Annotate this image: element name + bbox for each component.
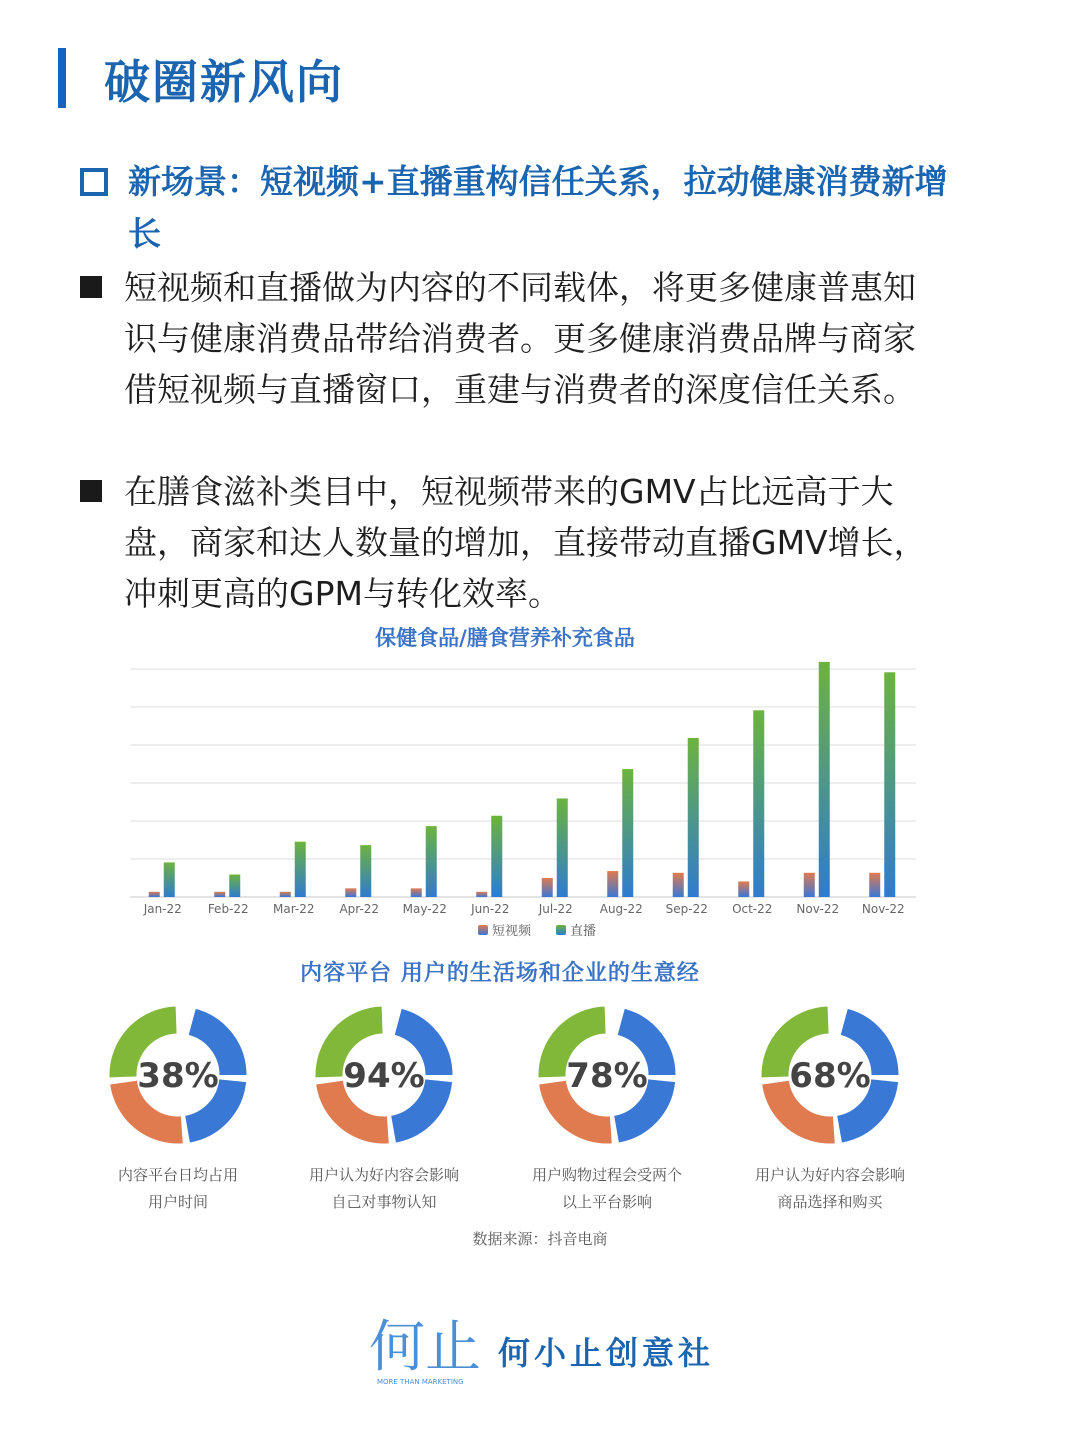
chart-title: 保健食品/膳食营养补充食品 xyxy=(375,626,635,650)
bullet-text-2: 在膳食滋补类目中，短视频带来的GMV占比远高于大盘，商家和达人数量的增加，直接带动直播GMV增长，冲刺更高的GPM与转化效率。 xyxy=(124,472,927,613)
x-tick-label: Apr-22 xyxy=(339,902,380,916)
bar-live xyxy=(819,662,830,897)
x-tick-label: Jun-22 xyxy=(471,902,510,916)
x-tick-label: Oct-22 xyxy=(732,902,773,916)
bar-short-video xyxy=(673,873,684,897)
bar-live xyxy=(426,826,437,897)
donut-section-title: 内容平台 用户的生活场和企业的生意经 xyxy=(300,961,700,986)
donut-value: 68% xyxy=(789,1056,871,1096)
bar-short-video xyxy=(738,881,749,897)
legend-label: 短视频 xyxy=(492,924,532,939)
subheading xyxy=(80,156,950,260)
donut-label-line: 用户时间 xyxy=(147,1193,208,1211)
donut-label xyxy=(507,1162,707,1216)
donut-chart-3 xyxy=(507,1000,707,1216)
bar-short-video xyxy=(149,892,160,897)
donut-value: 38% xyxy=(137,1056,219,1096)
donut-chart-1 xyxy=(78,1000,278,1216)
x-tick-label: Aug-22 xyxy=(599,902,643,916)
donut-label xyxy=(284,1162,484,1216)
x-tick-label: May-22 xyxy=(402,902,447,916)
subheading-text: 新场景：短视频+直播重构信任关系，拉动健康消费新增长 xyxy=(128,162,948,253)
bar-live xyxy=(164,862,175,897)
x-tick-label: Feb-22 xyxy=(207,902,249,916)
x-tick-label: Jan-22 xyxy=(143,902,182,916)
bar-live xyxy=(360,845,371,897)
bullet-item-2 xyxy=(80,466,950,619)
bar-short-video xyxy=(804,873,815,897)
donut-graphic xyxy=(532,1000,682,1150)
bar-live xyxy=(229,875,240,897)
bar-live xyxy=(557,798,568,897)
bar-short-video xyxy=(542,878,553,897)
donut-label-line: 用户认为好内容会影响 xyxy=(308,1166,459,1184)
logo-text: 何止 xyxy=(369,1315,481,1380)
donut-label-line: 用户购物过程会受两个 xyxy=(531,1166,682,1184)
donut-label-line: 内容平台日均占用 xyxy=(117,1166,238,1184)
bar-live xyxy=(753,710,764,897)
brand-name: 何小止创意社 xyxy=(498,1334,715,1372)
bar-short-video xyxy=(411,888,422,897)
bar-live xyxy=(622,769,633,897)
bar-short-video xyxy=(869,873,880,897)
bar-live xyxy=(688,738,699,897)
bar-live xyxy=(884,672,895,897)
donut-value: 78% xyxy=(566,1056,648,1096)
logo-tagline: MORE THAN MARKETING xyxy=(377,1378,464,1386)
page-title: 破圈新风向 xyxy=(104,55,344,109)
square-bullet-icon xyxy=(80,480,102,502)
donut-graphic xyxy=(755,1000,905,1150)
donut-value: 94% xyxy=(343,1056,425,1096)
legend-swatch xyxy=(478,925,488,935)
bar-live xyxy=(491,816,502,897)
donut-chart-2 xyxy=(284,1000,484,1216)
donut-label-line: 用户认为好内容会影响 xyxy=(754,1166,905,1184)
bar-live xyxy=(295,842,306,897)
title-accent-bar xyxy=(58,48,66,108)
x-tick-label: Jul-22 xyxy=(538,902,573,916)
bar-short-video xyxy=(345,888,356,897)
donut-label xyxy=(78,1162,278,1216)
donut-label-line: 以上平台影响 xyxy=(561,1193,652,1211)
bar-short-video xyxy=(214,892,225,897)
bar-short-video xyxy=(476,892,487,897)
donut-label xyxy=(730,1162,930,1216)
square-bullet-icon xyxy=(80,276,102,298)
hollow-square-bullet-icon xyxy=(80,168,108,196)
brand-logo xyxy=(365,1312,485,1392)
donut-graphic xyxy=(309,1000,459,1150)
donut-graphic xyxy=(103,1000,253,1150)
x-tick-label: Sep-22 xyxy=(665,902,708,916)
x-tick-label: Nov-22 xyxy=(796,902,840,916)
donut-label-line: 商品选择和购买 xyxy=(777,1193,883,1211)
legend-swatch xyxy=(556,925,566,935)
bullet-item-1 xyxy=(80,262,950,415)
data-source: 数据来源：抖音电商 xyxy=(472,1230,608,1248)
legend-label: 直播 xyxy=(570,924,597,939)
donut-label-line: 自己对事物认知 xyxy=(331,1193,437,1211)
donut-chart-4 xyxy=(730,1000,930,1216)
bullet-text-1: 短视频和直播做为内容的不同载体，将更多健康普惠知识与健康消费品带给消费者。更多健康消费品牌与商家借短视频与直播窗口，重建与消费者的深度信任关系。 xyxy=(124,268,916,409)
x-tick-label: Mar-22 xyxy=(273,902,315,916)
x-tick-label: Nov-22 xyxy=(861,902,905,916)
bar-short-video xyxy=(280,892,291,897)
bar-chart xyxy=(110,615,940,950)
bar-short-video xyxy=(607,871,618,897)
